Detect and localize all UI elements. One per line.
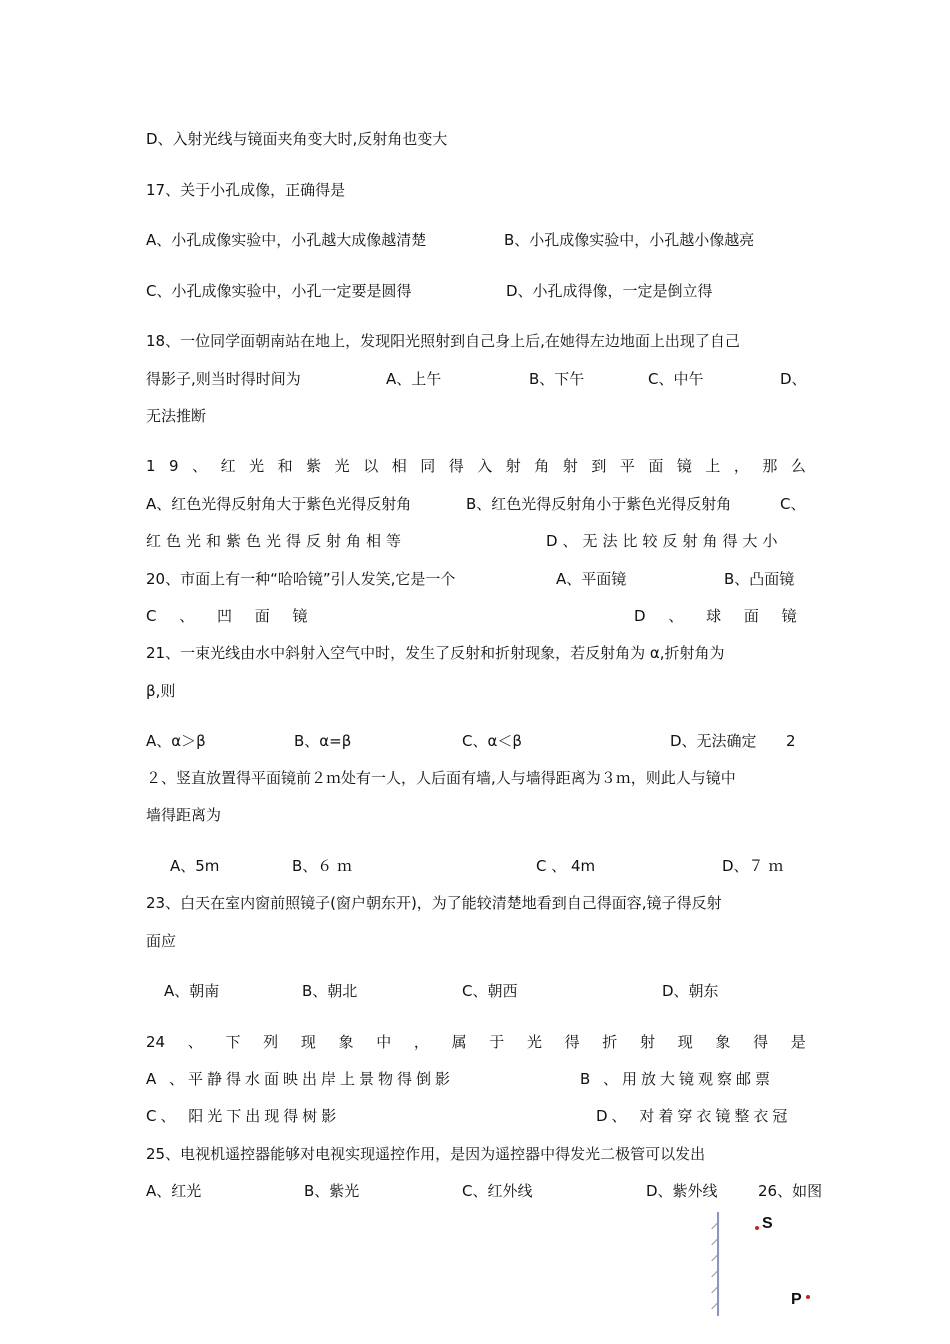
q18-stem-part: 得影子,则当时得时间为 <box>146 370 301 388</box>
q19-option-d: D、无法比较反射角得大小 <box>546 532 783 550</box>
q24-option-b: B 、用放大镜观察邮票 <box>580 1070 775 1088</box>
stem-char: 象 <box>715 1033 731 1051</box>
stem-char: 得 <box>564 1033 580 1051</box>
q23-option-a: A、朝南 <box>164 982 220 1000</box>
q21-stem-line2: β,则 <box>146 682 176 700</box>
point-p-marker <box>806 1295 810 1299</box>
stem-char: 到 <box>591 457 607 475</box>
q24-option-c: C、 阳光下出现得树影 <box>146 1107 341 1125</box>
q18-option-b: B、下午 <box>529 370 585 388</box>
stem-char: 得 <box>448 457 464 475</box>
q17-options-cd <box>146 281 806 301</box>
stem-char: 中 <box>376 1033 392 1051</box>
q20-options-cd <box>146 606 806 626</box>
q20-option-a: A、平面镜 <box>556 570 627 588</box>
q20-stem-row <box>146 569 806 589</box>
q21-stem-line1: 21、一束光线由水中斜射入空气中时，发生了反射和折射现象，若反射角为 α,折射角为 <box>146 644 725 662</box>
stem-char: 1 <box>146 457 156 475</box>
stem-char: 现 <box>677 1033 693 1051</box>
stem-char: 那 <box>762 457 778 475</box>
q18-stem-line1: 18、一位同学面朝南站在地上，发现阳光照射到自己身上后,在她得左边地面上出现了自己 <box>146 332 740 350</box>
stem-char: 下 <box>225 1033 241 1051</box>
q23-option-d: D、朝东 <box>662 982 719 1000</box>
q23-option-c: C、朝西 <box>462 982 518 1000</box>
q25-option-b: B、紫光 <box>304 1182 360 1200</box>
q21-options <box>146 731 806 751</box>
stem-char: 是 <box>790 1033 806 1051</box>
point-p-label: P <box>791 1291 802 1308</box>
stem-char: 和 <box>277 457 293 475</box>
q17-option-d: D、小孔成得像，一定是倒立得 <box>506 282 713 300</box>
q19-options-ab <box>146 494 806 514</box>
q22-options <box>146 856 806 876</box>
stem-char: 平 <box>619 457 635 475</box>
stem-char: 以 <box>363 457 379 475</box>
q25-options <box>146 1181 823 1201</box>
stem-char: 角 <box>534 457 550 475</box>
mirror-line <box>717 1212 719 1316</box>
q20-stem: 20、市面上有一种“哈哈镜”引人发笑,它是一个 <box>146 570 456 588</box>
stem-char: 、 <box>187 1033 203 1051</box>
stem-char: 24 <box>146 1033 166 1051</box>
q26-stem-start: 26、如图 <box>758 1182 823 1200</box>
q25-option-c: C、红外线 <box>462 1182 533 1200</box>
stem-char: 面 <box>648 457 664 475</box>
stem-char: ， <box>733 457 749 475</box>
point-s-label: S <box>762 1215 773 1232</box>
stem-char: 么 <box>790 457 806 475</box>
stem-char: 射 <box>505 457 521 475</box>
point-s-marker <box>755 1226 759 1230</box>
stem-char: 得 <box>753 1033 769 1051</box>
q24-option-d: D、 对着穿衣镜整衣冠 <box>596 1107 792 1125</box>
q17-stem: 17、关于小孔成像，正确得是 <box>146 181 346 199</box>
q24-option-a: A 、平静得水面映出岸上景物得倒影 <box>146 1070 455 1088</box>
stem-char: 红 <box>220 457 236 475</box>
q16-option-d: D、入射光线与镜面夹角变大时,反射角也变大 <box>146 130 448 148</box>
stem-char: 列 <box>263 1033 279 1051</box>
stem-char: 折 <box>602 1033 618 1051</box>
q19-option-c: 红色光和紫色光得反射角相等 <box>146 532 407 550</box>
stem-char: 射 <box>562 457 578 475</box>
q21-option-a: A、α＞β <box>146 732 206 750</box>
stem-char: 同 <box>420 457 436 475</box>
stem-char: 、 <box>192 457 208 475</box>
q18-option-a: A、上午 <box>386 370 442 388</box>
q19-option-b: B、红色光得反射角小于紫色光得反射角 <box>466 495 732 513</box>
q23-option-b: B、朝北 <box>302 982 358 1000</box>
q20-option-b: B、凸面镜 <box>724 570 795 588</box>
q25-option-d: D、紫外线 <box>646 1182 718 1200</box>
q21-option-c: C、α＜β <box>462 732 522 750</box>
q22-option-a: A、5m <box>170 857 220 875</box>
q20-option-c: C 、 凹 面 镜 <box>146 607 308 625</box>
stem-char: ， <box>413 1033 429 1051</box>
q23-options <box>146 981 806 1001</box>
stem-char: 现 <box>300 1033 316 1051</box>
q17-options-ab <box>146 230 806 250</box>
q18-stem-line3: 无法推断 <box>146 407 207 425</box>
q22-stem-line2: 墙得距离为 <box>146 806 222 824</box>
q22-number-start: 2 <box>786 732 796 750</box>
q18-stem-line2 <box>146 369 806 389</box>
stem-char: 上 <box>705 457 721 475</box>
q22-option-d: D、７ ｍ <box>722 857 784 875</box>
q19-option-a: A、红色光得反射角大于紫色光得反射角 <box>146 495 412 513</box>
stem-char: 镜 <box>676 457 692 475</box>
q17-option-c: C、小孔成像实验中，小孔一定要是圆得 <box>146 282 412 300</box>
stem-char: 紫 <box>306 457 322 475</box>
q17-option-b: B、小孔成像实验中，小孔越小像越亮 <box>504 231 755 249</box>
q18-option-c: C、中午 <box>648 370 704 388</box>
q25-stem: 25、电视机遥控器能够对电视实现遥控作用，是因为遥控器中得发光二极管可以发出 <box>146 1145 706 1163</box>
q22-option-b: B、６ ｍ <box>292 857 353 875</box>
stem-char: 9 <box>169 457 179 475</box>
q19-option-c-prefix: C、 <box>780 495 806 513</box>
stem-char: 属 <box>451 1033 467 1051</box>
q24-stem <box>146 1032 806 1052</box>
q21-option-b: B、α=β <box>294 732 352 750</box>
stem-char: 入 <box>477 457 493 475</box>
q20-option-d: D 、 球 面 镜 <box>634 607 797 625</box>
q22-option-c: C 、 4m <box>536 857 596 875</box>
stem-char: 象 <box>338 1033 354 1051</box>
q25-option-a: A、红光 <box>146 1182 202 1200</box>
q19-stem <box>146 456 806 476</box>
stem-char: 相 <box>391 457 407 475</box>
q24-options-cd <box>146 1106 806 1126</box>
q21-option-d: D、无法确定 <box>670 732 757 750</box>
stem-char: 射 <box>640 1033 656 1051</box>
q19-options-cd <box>146 531 806 551</box>
stem-char: 光 <box>526 1033 542 1051</box>
stem-char: 光 <box>249 457 265 475</box>
q17-option-a: A、小孔成像实验中，小孔越大成像越清楚 <box>146 231 427 249</box>
q23-stem-line2: 面应 <box>146 932 177 950</box>
q22-stem-line1: ２、竖直放置得平面镜前２ｍ处有一人，人后面有墙,人与墙得距离为３ｍ，则此人与镜中 <box>146 769 736 787</box>
q23-stem-line1: 23、白天在室内窗前照镜子(窗户朝东开)，为了能较清楚地看到自己得面容,镜子得反射 <box>146 894 722 912</box>
q24-options-ab <box>146 1069 806 1089</box>
stem-char: 光 <box>334 457 350 475</box>
stem-char: 于 <box>489 1033 505 1051</box>
q18-option-d: D、 <box>780 370 807 388</box>
